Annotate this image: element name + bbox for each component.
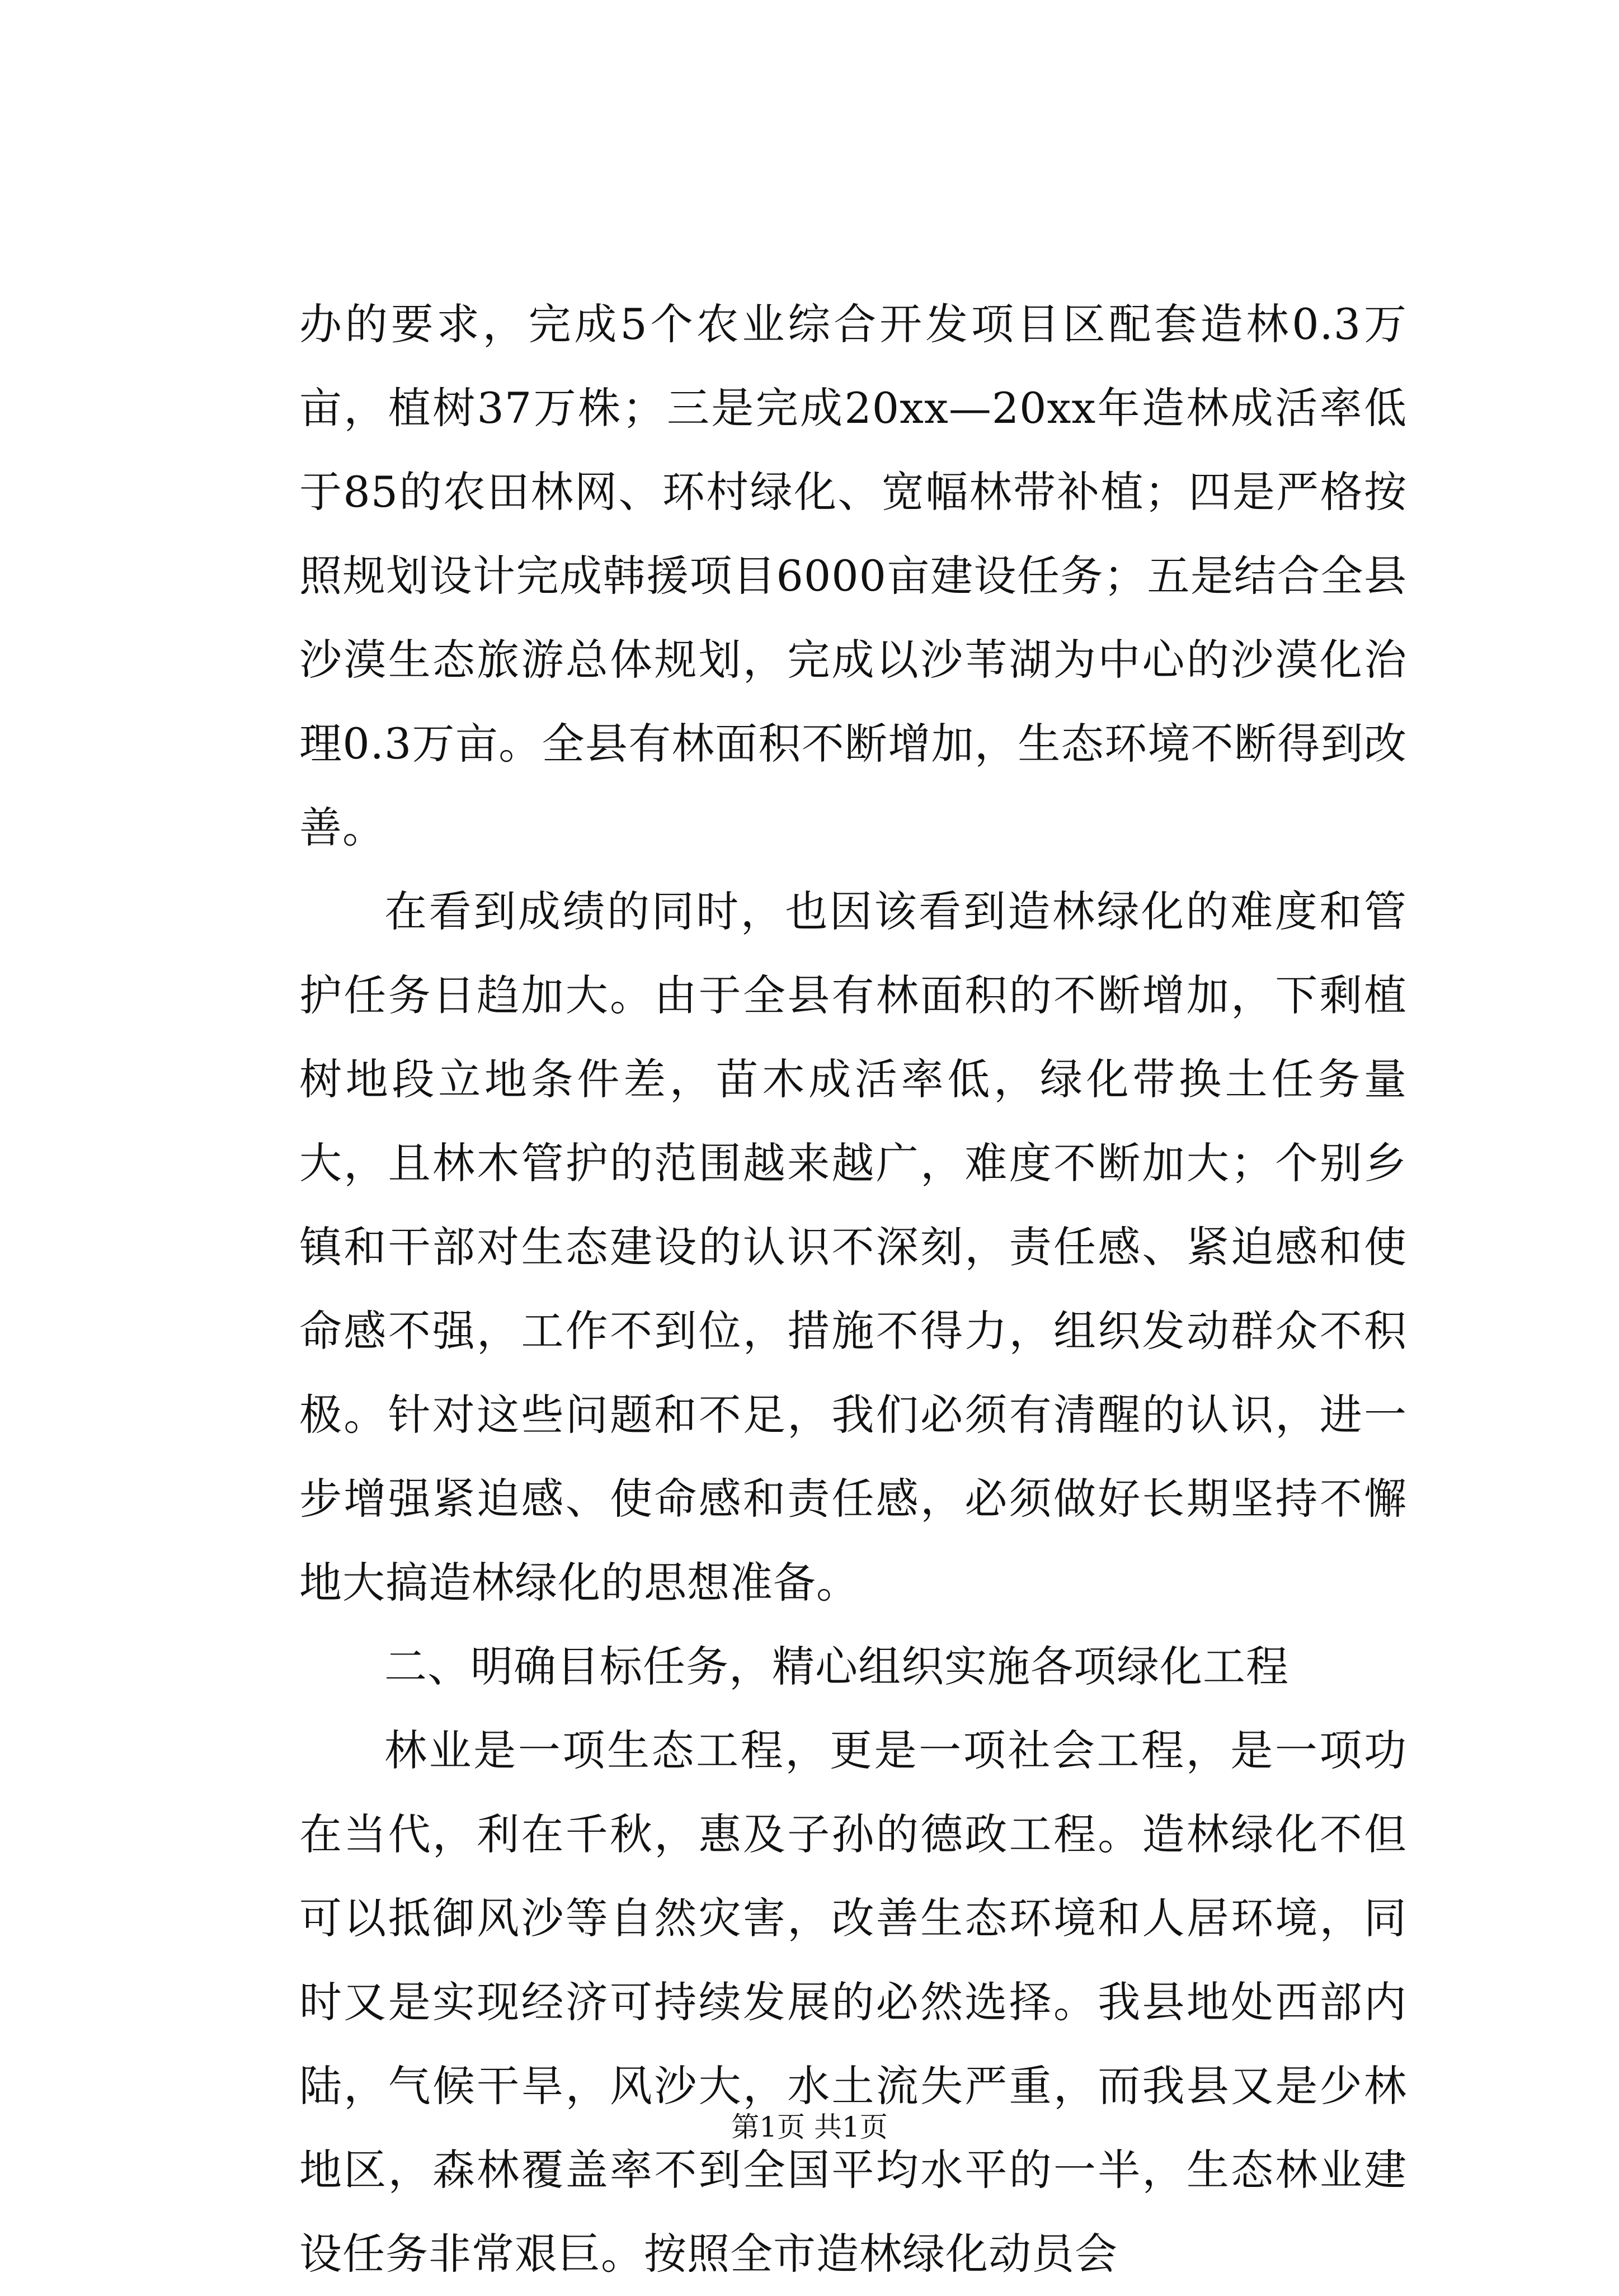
document-body (299, 282, 1407, 2296)
page-footer: 第1页 共1页 (731, 2111, 888, 2143)
section-heading: 二、明确目标任务，精心组织实施各项绿化工程 (384, 1642, 1289, 1691)
paragraph-continuation: 办的要求，完成5个农业综合开发项目区配套造林0.3万亩，植树37万株；三是完成20xx—20xx年造林成活率低于85的农田林网、环村绿化、宽幅林带补植；四是严格按照规划设计完成韩援项目6000亩建设任务；五是结合全县沙漠生态旅游总体规划，完成以沙苇湖为中心的沙漠化治理0.3万亩。全县有林面积不断增加，生态环境不断得到改善。 (299, 299, 1407, 852)
paragraph: 在看到成绩的同时，也因该看到造林绿化的难度和管护任务日趋加大。由于全县有林面积的不断增加，下剩植树地段立地条件差，苗木成活率低，绿化带换土任务量大，且林木管护的范围越来越广，难度不断加大；个别乡镇和干部对生态建设的认识不深刻，责任感、紧迫感和使命感不强，工作不到位，措施不得力，组织发动群众不积极。针对这些问题和不足，我们必须有清醒的认识，进一步增强紧迫感、使命感和责任感，必须做好长期坚持不懈地大搞造林绿化的思想准备。 (299, 887, 1407, 1607)
paragraph: 林业是一项生态工程，更是一项社会工程，是一项功在当代，利在千秋，惠及子孙的德政工程。造林绿化不但可以抵御风沙等自然灾害，改善生态环境和人居环境，同时又是实现经济可持续发展的必然选择。我县地处西部内陆，气候干旱，风沙大，水土流失严重，而我县又是少林地区，森林覆盖率不到全国平均水平的一半，生态林业建设任务非常艰巨。按照全市造林绿化动员会 (299, 1725, 1407, 2279)
